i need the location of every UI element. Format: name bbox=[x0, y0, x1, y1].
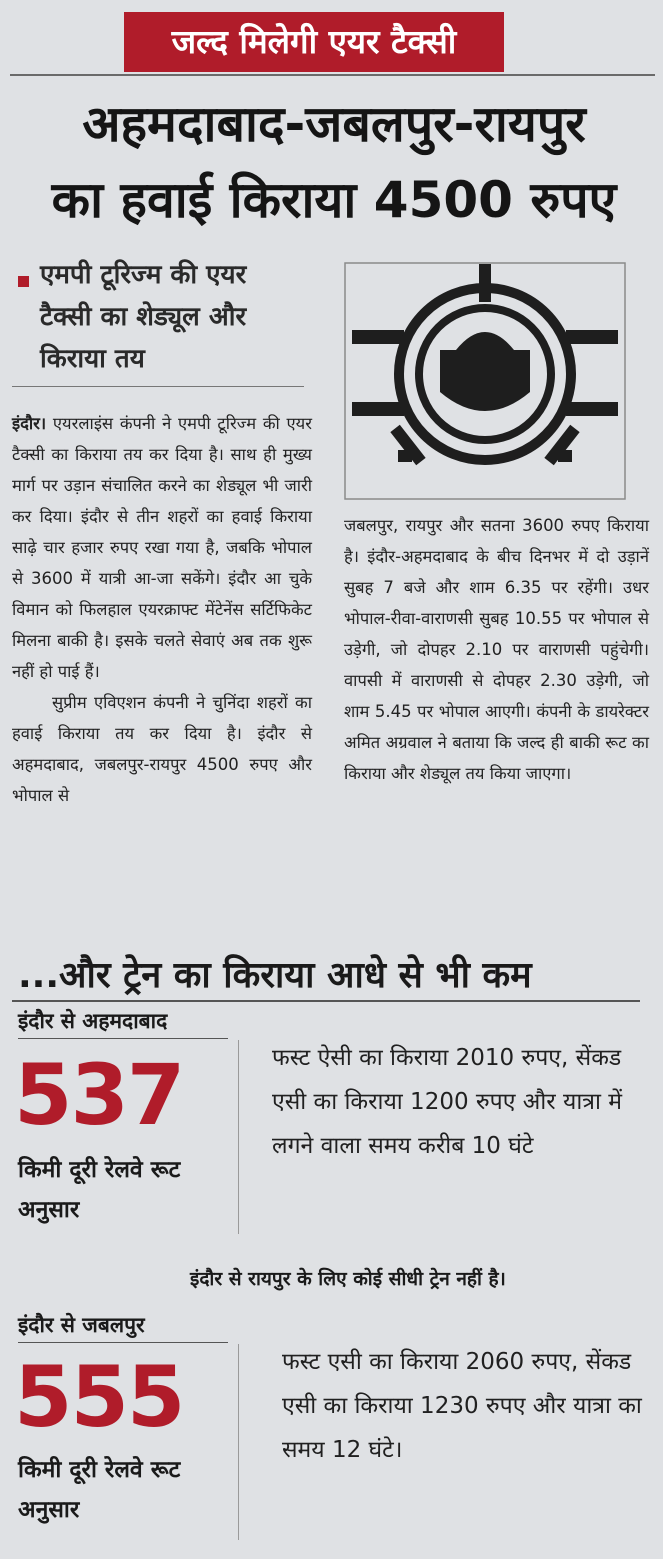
divider bbox=[238, 1040, 239, 1234]
article-text: एयरलाइंस कंपनी ने एमपी टूरिज्म की एयर टैक्सी का किराया तय कर दिया है। साथ ही मुख्य मार्ग पर उड़ान संचालित करने का शेड्यूल भी जारी कर दिया। इंदौर से तीन शहरों का हवाई किराया साढ़े चार हजार रुपए रखा गया है, जबकि भोपाल से 3600 में यात्री आ-जा सकेंगे। इंदौर आ चुके विमान को फिलहाल एयरक्राफ्ट मेंटेनेंस सर्टिफिकेट मिलना बाकी है। इसके चलते सेवाएं अब तक शुरू नहीं हो पाई हैं। bbox=[12, 414, 312, 681]
distance-note: किमी दूरी रेलवे रूट अनुसार bbox=[18, 1157, 181, 1223]
divider bbox=[18, 1038, 228, 1039]
divider bbox=[238, 1344, 239, 1540]
divider bbox=[10, 74, 655, 76]
article-paragraph: जबलपुर, रायपुर और सतना 3600 रुपए किराया है। इंदौर-अहमदाबाद के बीच दिनभर में दो उड़ानें सुबह 7 बजे और शाम 6.35 पर रहेंगी। उधर भोपाल-रीवा-वाराणसी सुबह 10.55 पर भोपाल से उड़ेगी, जो दोपहर 2.10 पर वाराणसी पहुंचेगी। वापसी में वाराणसी से दोपहर 2.30 उड़ेगी, जो शाम 5.45 पर भोपाल आएगी। कंपनी के डायरेक्टर अमित अग्रवाल ने बताया कि जल्द ही बाकी रूट का किराया और शेड्यूल तय किया जाएगा। bbox=[344, 516, 649, 783]
route-city-label: इंदौर से अहमदाबाद bbox=[18, 1009, 168, 1033]
distance-note: किमी दूरी रेलवे रूट अनुसार bbox=[18, 1457, 181, 1523]
distance-number: 555 bbox=[14, 1348, 184, 1446]
train-section-heading: ...और ट्रेन का किराया आधे से भी कम bbox=[18, 955, 532, 996]
dateline: इंदौर। bbox=[12, 414, 47, 433]
article-paragraph: सुप्रीम एविएशन कंपनी ने चुनिंदा शहरों का हवाई किराया तय कर दिया है। इंदौर से अहमदाबाद, जबलपुर-रायपुर 4500 रुपए और भोपाल से bbox=[12, 693, 312, 805]
article-column-right bbox=[344, 510, 649, 789]
route-city-label: इंदौर से जबलपुर bbox=[18, 1313, 145, 1337]
fare-text: फस्ट एसी का किराया 2060 रुपए, सेंकड एसी का किराया 1230 रुपए और यात्रा का समय 12 घंटे। bbox=[282, 1349, 642, 1463]
divider bbox=[12, 1000, 640, 1002]
notice-text: इंदौर से रायपुर के लिए कोई सीधी ट्रेन नहीं है। bbox=[190, 1268, 506, 1290]
headline bbox=[14, 86, 654, 238]
headline-line-1: अहमदाबाद-जबलपुर-रायपुर bbox=[82, 95, 586, 153]
divider bbox=[18, 1342, 228, 1343]
divider bbox=[12, 386, 304, 387]
kicker-banner: जल्द मिलेगी एयर टैक्सी bbox=[124, 12, 504, 72]
headline-line-2: का हवाई किराया 4500 रुपए bbox=[51, 171, 617, 229]
subheadline: एमपी टूरिज्म की एयर टैक्सी का शेड्यूल और किराया तय bbox=[40, 260, 247, 374]
article-paragraph bbox=[12, 408, 312, 687]
bullet-icon bbox=[18, 276, 29, 287]
fare-text: फस्ट ऐसी का किराया 2010 रुपए, सेंकड एसी का किराया 1200 रुपए और यात्रा में लगने वाला समय करीब 10 घंटे bbox=[272, 1045, 623, 1159]
distance-number: 537 bbox=[14, 1046, 184, 1144]
airplane-wheel-logo-icon bbox=[344, 262, 626, 500]
article-column-left bbox=[12, 408, 312, 811]
